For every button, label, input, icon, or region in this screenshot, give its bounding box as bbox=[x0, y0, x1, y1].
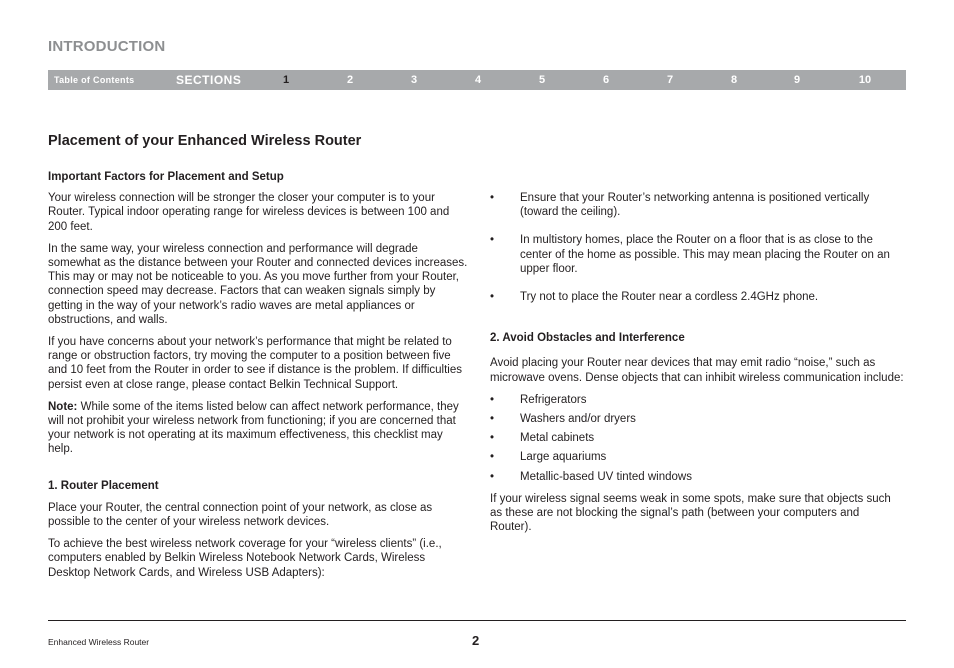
section-link-1[interactable]: 1 bbox=[282, 74, 290, 86]
section-title: INTRODUCTION bbox=[48, 38, 166, 55]
section-navigation-bar bbox=[48, 70, 906, 90]
list-item: • Metal cabinets bbox=[490, 431, 904, 445]
paragraph-central-point: Place your Router, the central connection point of your network, as close as possible to the center of your wireless network devices. bbox=[48, 501, 433, 529]
paragraph-performance: In the same way, your wireless connection and performance will degrade somewhat as the distance between your Router and connected devices increases. This may or may not be noticeable to you. As you move further from your Router, connection speed may decrease. Factors that can weaken signals simply by getting in the way of your network’s radio waves are metal appliances or obstructions, and walls. bbox=[48, 242, 468, 326]
footer-divider bbox=[48, 620, 906, 621]
section-link-10[interactable]: 10 bbox=[858, 74, 872, 86]
page-number: 2 bbox=[472, 633, 480, 648]
placement-bullet-list bbox=[490, 191, 904, 304]
paragraph-coverage: To achieve the best wireless network coverage for your “wireless clients” (i.e., computers enabled by Belkin Wireless Notebook Network Cards, Wireless Desktop Network Cards, and Wireless USB Adapters): bbox=[48, 538, 442, 579]
list-item: • Large aquariums bbox=[490, 450, 904, 464]
section-link-5[interactable]: 5 bbox=[538, 74, 546, 86]
subheading-obstacles: 2. Avoid Obstacles and Interference bbox=[490, 332, 685, 345]
page-heading: Placement of your Enhanced Wireless Router bbox=[48, 133, 362, 149]
list-item: • Ensure that your Router’s networking antenna is positioned vertically (toward the ceiling). bbox=[490, 191, 904, 219]
section-link-6[interactable]: 6 bbox=[602, 74, 610, 86]
obstacle-bullet-list bbox=[490, 393, 904, 484]
sections-label: SECTIONS bbox=[176, 73, 242, 87]
right-column bbox=[490, 191, 904, 542]
list-item: • Try not to place the Router near a cordless 2.4GHz phone. bbox=[490, 290, 904, 304]
table-of-contents-link[interactable]: Table of Contents bbox=[54, 75, 135, 85]
note-label: Note: bbox=[48, 400, 78, 413]
note-paragraph bbox=[48, 400, 468, 457]
subheading-router-placement: 1. Router Placement bbox=[48, 479, 159, 492]
subheading-placement-factors: Important Factors for Placement and Setup bbox=[48, 171, 284, 183]
note-text: While some of the items listed below can affect network performance, they will not prohibit your wireless network from functioning; if you are concerned that your network is not operating at its maximum effectiveness, this checklist may help. bbox=[48, 400, 459, 456]
section-link-8[interactable]: 8 bbox=[730, 74, 738, 86]
paragraph-noise: Avoid placing your Router near devices that may emit radio “noise,” such as microwave ovens. Dense objects that can inhibit wireless communication include: bbox=[490, 357, 904, 384]
section-link-2[interactable]: 2 bbox=[346, 74, 354, 86]
section-link-7[interactable]: 7 bbox=[666, 74, 674, 86]
list-item: • Washers and/or dryers bbox=[490, 412, 904, 426]
paragraph-weak-signal: If your wireless signal seems weak in some spots, make sure that objects such as these are not blocking the signal’s path (between your computers and Router). bbox=[490, 492, 891, 534]
section-link-4[interactable]: 4 bbox=[474, 74, 482, 86]
list-item: • Refrigerators bbox=[490, 393, 904, 407]
list-item: • Metallic-based UV tinted windows bbox=[490, 470, 904, 484]
section-link-3[interactable]: 3 bbox=[410, 74, 418, 86]
section-link-9[interactable]: 9 bbox=[793, 74, 801, 86]
list-item: • In multistory homes, place the Router on a floor that is as close to the center of the home as possible. This may mean placing the Router on an upper floor. bbox=[490, 233, 904, 276]
left-column bbox=[48, 170, 468, 588]
footer-product-name: Enhanced Wireless Router bbox=[48, 637, 150, 647]
paragraph-range: Your wireless connection will be stronger the closer your computer is to your Router. Typical indoor operating range for wireless devices is between 100 and 200 feet. bbox=[48, 192, 450, 233]
paragraph-concerns: If you have concerns about your network’s performance that might be related to range or obstruction factors, try moving the computer to a position between five and 10 feet from the Router in order to see if distance is the problem. If difficulties persist even at close range, please contact Belkin Technical Support. bbox=[48, 336, 463, 391]
